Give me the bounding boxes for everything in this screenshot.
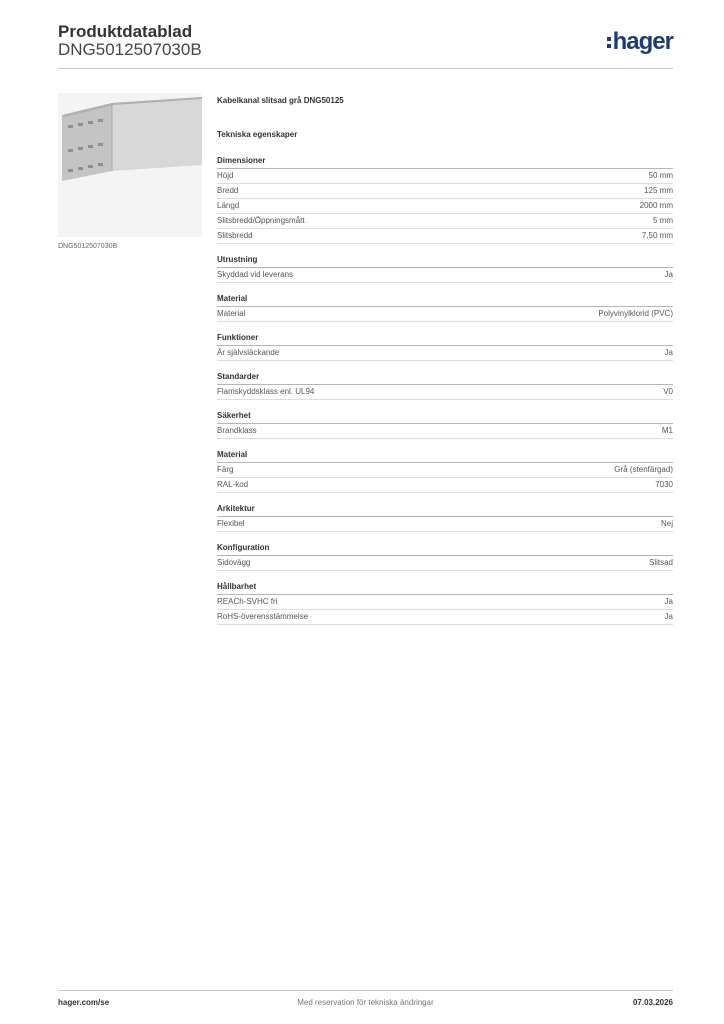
spec-value: Ja [664, 270, 673, 279]
spec-label: Höjd [217, 171, 234, 180]
spec-group [217, 448, 673, 493]
spec-value: Ja [664, 348, 673, 357]
spec-label: Sidovägg [217, 558, 251, 567]
spec-content [217, 95, 673, 634]
spec-row [217, 610, 673, 625]
spec-group-title: Konfiguration [217, 541, 673, 556]
spec-label: REACh-SVHC fri [217, 597, 278, 606]
spec-label: Slitsbredd [217, 231, 253, 240]
spec-label: Bredd [217, 186, 239, 195]
spec-label: RAL-kod [217, 480, 249, 489]
footer-url[interactable]: hager.com/se [58, 998, 110, 1007]
spec-value: 125 mm [644, 186, 673, 195]
spec-value: Slitsad [648, 558, 673, 567]
spec-row [217, 229, 673, 244]
logo-text: hager [612, 28, 673, 55]
logo-dots-icon [607, 37, 611, 48]
spec-group [217, 502, 673, 532]
spec-row [217, 556, 673, 571]
page-footer [58, 998, 673, 1010]
footer-note: Med reservation för tekniska ändringar [297, 998, 434, 1007]
product-name: Kabelkanal slitsad grå DNG50125 [217, 96, 344, 105]
spec-group [217, 409, 673, 439]
spec-group-title: Material [217, 292, 673, 307]
spec-value: 5 mm [653, 216, 673, 225]
spec-group-title: Funktioner [217, 331, 673, 346]
product-code: DNG5012507030B [58, 40, 202, 59]
spec-group [217, 580, 673, 625]
spec-value: Polyvinylklorid (PVC) [598, 309, 673, 318]
spec-value: 7030 [655, 480, 673, 489]
spec-group-title: Dimensioner [217, 154, 673, 169]
spec-row [217, 214, 673, 229]
spec-group-title: Hållbarhet [217, 580, 673, 595]
spec-row [217, 268, 673, 283]
page-header [58, 22, 673, 68]
spec-row [217, 199, 673, 214]
spec-value: M1 [661, 426, 673, 435]
spec-row [217, 478, 673, 493]
spec-label: Slitsbredd/Öppningsmått [217, 216, 305, 225]
spec-group-title: Utrustning [217, 253, 673, 268]
spec-value: 2000 mm [639, 201, 673, 210]
spec-group-title: Standarder [217, 370, 673, 385]
spec-group [217, 370, 673, 400]
spec-row [217, 595, 673, 610]
spec-row [217, 517, 673, 532]
cable-trunking-icon [58, 93, 202, 237]
spec-label: RoHS-överensstämmelse [217, 612, 309, 621]
spec-row [217, 385, 673, 400]
spec-label: Färg [217, 465, 234, 474]
spec-row [217, 424, 673, 439]
spec-group [217, 253, 673, 283]
spec-groups [217, 154, 673, 625]
spec-row [217, 346, 673, 361]
spec-value: V0 [663, 387, 673, 396]
spec-label: Flamskyddsklass enl. UL94 [217, 387, 315, 396]
spec-value: Ja [664, 612, 673, 621]
spec-group-title: Material [217, 448, 673, 463]
spec-row [217, 169, 673, 184]
spec-row [217, 184, 673, 199]
spec-row [217, 463, 673, 478]
spec-value: Grå (stenfärgad) [614, 465, 673, 474]
spec-group [217, 541, 673, 571]
spec-group [217, 154, 673, 244]
document-title: Produktdatablad [58, 22, 193, 41]
spec-value: 50 mm [648, 171, 673, 180]
spec-group-title: Säkerhet [217, 409, 673, 424]
spec-label: Längd [217, 201, 240, 210]
spec-label: Brandklass [217, 426, 257, 435]
footer-date: 07.03.2026 [632, 998, 673, 1007]
specs-title: Tekniska egenskaper [217, 130, 298, 139]
spec-label: Skyddad vid leverans [217, 270, 294, 279]
footer-divider [58, 990, 673, 991]
spec-value: Nej [660, 519, 673, 528]
image-caption: DNG5012507030B [58, 243, 118, 250]
spec-group [217, 292, 673, 322]
spec-value: Ja [664, 597, 673, 606]
cable-trunking-product-image [58, 93, 202, 237]
spec-row [217, 307, 673, 322]
spec-label: Material [217, 309, 246, 318]
header-divider [58, 68, 673, 69]
spec-label: Är självsläckande [217, 348, 280, 357]
spec-group [217, 331, 673, 361]
spec-value: 7,50 mm [641, 231, 673, 240]
hager-logo [607, 28, 673, 56]
spec-label: Flexibel [217, 519, 245, 528]
spec-group-title: Arkitektur [217, 502, 673, 517]
